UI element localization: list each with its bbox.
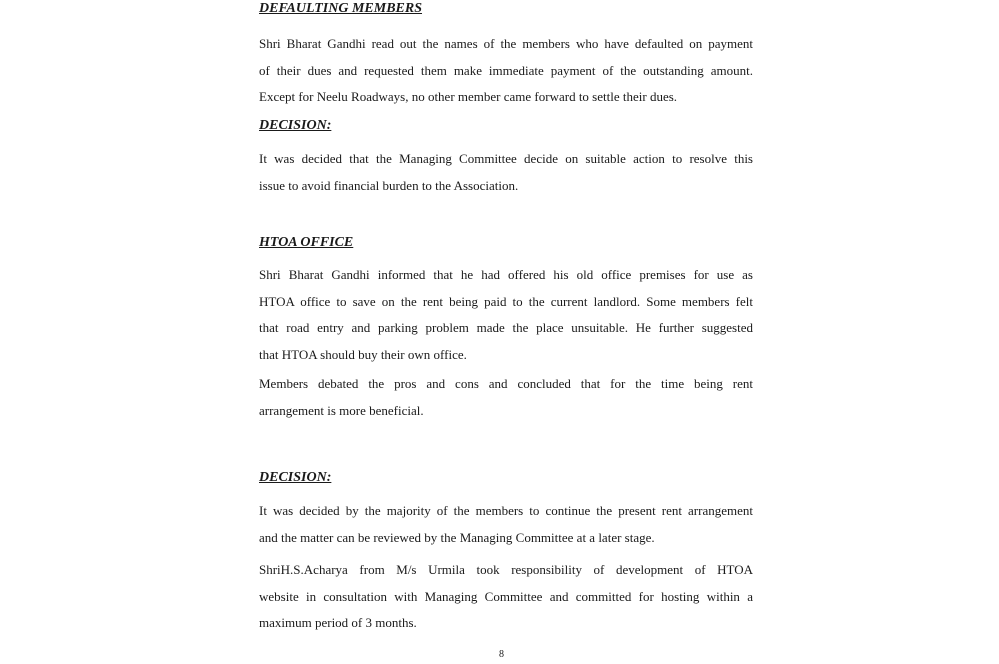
paragraph-decision-1: [259, 146, 753, 199]
text-line: It was decided by the majority of the members to continue the present rent arrangement: [259, 503, 753, 518]
text-line: that road entry and parking problem made the place unsuitable. He further suggested: [259, 320, 753, 335]
text-line: arrangement is more beneficial.: [259, 402, 424, 418]
heading-decision-2: DECISION:: [259, 470, 332, 485]
text-line: It was decided that the Managing Committee decide on suitable action to resolve this: [259, 151, 753, 166]
text-line: issue to avoid financial burden to the Association.: [259, 177, 519, 193]
page-number: 8: [499, 649, 504, 660]
paragraph-htoa-office-2: [259, 371, 753, 424]
paragraph-decision-2-1: [259, 498, 753, 551]
text-line: Members debated the pros and cons and concluded that for the time being rent: [259, 376, 753, 391]
paragraph-htoa-office-1: [259, 262, 753, 368]
text-line: of their dues and requested them make immediate payment of the outstanding amount.: [259, 62, 753, 78]
text-line: HTOA office to save on the rent being paid to the current landlord. Some members felt: [259, 293, 753, 309]
text-line: and the matter can be reviewed by the Managing Committee at a later stage.: [259, 529, 655, 545]
text-line: maximum period of 3 months.: [259, 615, 417, 630]
text-line: that HTOA should buy their own office.: [259, 346, 467, 362]
heading-htoa-office: HTOA OFFICE: [259, 235, 354, 250]
text-line: Shri Bharat Gandhi read out the names of the members who have defaulted on payment: [259, 36, 753, 51]
paragraph-defaulting-members: [259, 31, 753, 111]
text-line: Except for Neelu Roadways, no other member came forward to settle their dues.: [259, 89, 678, 104]
heading-decision-1: DECISION:: [259, 118, 332, 133]
text-line: website in consultation with Managing Committee and committed for hosting within a: [259, 588, 753, 604]
text-line: ShriH.S.Acharya from M/s Urmila took responsibility of development of HTOA: [259, 562, 753, 577]
paragraph-decision-2-2: [259, 557, 753, 637]
heading-defaulting-members: DEFAULTING MEMBERS: [259, 1, 423, 16]
text-line: Shri Bharat Gandhi informed that he had offered his old office premises for use as: [259, 267, 753, 282]
